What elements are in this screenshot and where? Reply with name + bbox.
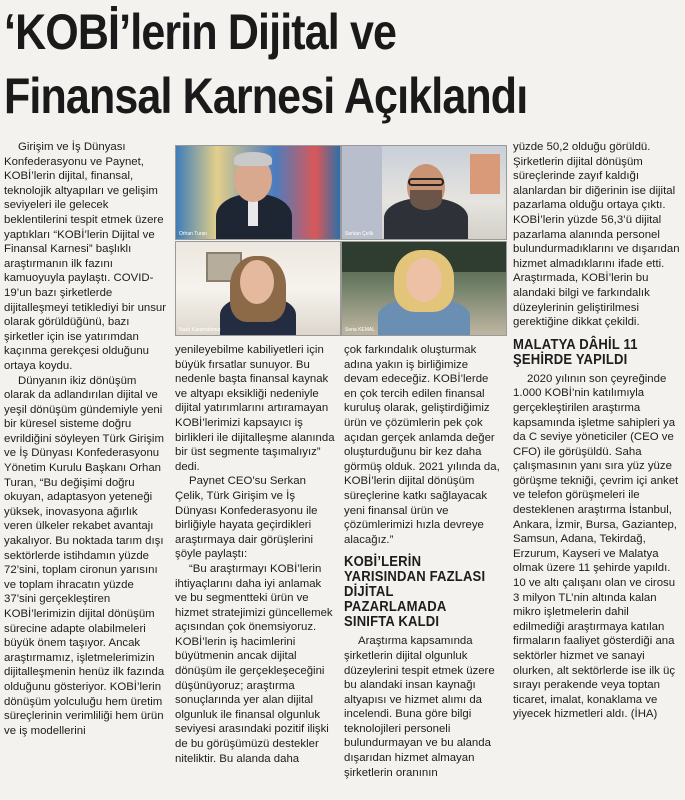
subheading-line: SINIFTA KALDI bbox=[344, 614, 440, 631]
photo-grid bbox=[175, 145, 507, 335]
subheading-line: KOBİ’LERİN bbox=[344, 554, 422, 571]
photo-orhan-turan bbox=[175, 145, 341, 240]
headline-line-1: ‘KOBİ’lerin Dijital ve bbox=[4, 4, 397, 60]
photo-caption: Nazlı Karamahmut bbox=[179, 327, 221, 333]
article-column-1 bbox=[4, 140, 167, 738]
headline bbox=[4, 0, 587, 128]
paragraph: Araştırma kapsamında şirketlerin dijital olgunluk düzeylerini tespit etmek üzere bu alandaki insan kaynağı altyapısı ve hizmet alımı da incelendi. Buna göre bilgi teknolojileri personeli bulundurmayan ve bu alanda dışarıdan hizmet almayan şirketlerin oranının bbox=[344, 635, 495, 779]
photo-sena-kemal bbox=[341, 241, 507, 336]
subheading-line: ŞEHİRDE YAPILDI bbox=[513, 351, 628, 368]
photo-caption: Sena KEMAL bbox=[345, 327, 376, 333]
photo-caption: Orhan Turan bbox=[179, 231, 208, 237]
paragraph: çok farkındalık oluşturmak adına yakın iş birliğimize devam edeceğiz. KOBİ’lerde en çok tercih edilen finansal kuruluş olarak, geliştirdiğimiz ürün ve çözümlerin pek çok açıdan gerçek anlamda değer oluşturduğunu bir kez daha görmüş olduk. 2021 yılında da, KOBİ’lerin dijital dönüşüm süreçlerine katkı sağlayacak yeni finansal ürün ve çözümlerimizi hızla devreye alacağız.” bbox=[344, 344, 500, 546]
article-column-2 bbox=[175, 343, 335, 766]
article-column-4 bbox=[513, 140, 680, 722]
subheading bbox=[344, 555, 488, 630]
subheading-line: DİJİTAL bbox=[344, 584, 394, 601]
paragraph: yüzde 50,2 olduğu görüldü. Şirketlerin dijital dönüşüm süreçlerinde zayıf kaldığı alanlardan bir diğerinin ise dijital pazarlama olduğu ortaya çıktı. KOBİ’lerin yüzde 56,3’ü dijital pazarlama alanında personel bulundurmadıklarını ve dışarıdan hizmet almadıklarını ifade etti. Araştırmada, KOBİ’lerin bu alandaki bilgi ve farkındalık düzeylerinin geliştirilmesi gerektiğine dikkat çekildi. bbox=[513, 141, 680, 329]
paragraph: “Bu araştırmayı KOBİ’lerin ihtiyaçlarını daha iyi anlamak ve bu segmentteki ürün ve hizmet stratejimizi güncellemek açısından çok önemsiyoruz. KOBİ’lerin iş hacimlerini büyütmenin ancak dijital dönüşüm ile gerçekleşeceğini düşünüyoruz; araştırma sonuçlarında yer alan dijital olgunluk ile finansal olgunluk seviyesi arasındaki pozitif ilişki de bu görüşümüzü destekler niteliktir. Bu alanda daha bbox=[175, 562, 333, 765]
paragraph: yenileyebilme kabiliyetleri için büyük fırsatlar sunuyor. Bu nedenle başta finansal kaynak ve altyapı eksikliği nedeniyle dijital yatırımlarını artıramayan KOBİ’lerimizi kapsayıcı iş birlikleri ile dijitalleşme alanında bir üst segmente taşımalıyız” dedi. bbox=[175, 344, 335, 473]
subheading-line: YARISINDAN FAZLASI bbox=[344, 569, 486, 586]
subheading-line: PAZARLAMADA bbox=[344, 599, 447, 616]
article-column-3 bbox=[344, 343, 504, 780]
paragraph: Paynet CEO’su Serkan Çelik, Türk Girişim ve İş Dünyası Konfederasyonu ile birliğiyle hayata geçirdikleri araştırmaya dair görüşlerini şöyle paylaştı: bbox=[175, 475, 318, 561]
subheading-line: MALATYA DÂHİL 11 bbox=[513, 336, 638, 353]
paragraph: Dünyanın ikiz dönüşüm olarak da adlandırılan dijital ve yeşil dönüşüm gündemiyle yeni bir küresel sisteme doğru evrildiğini söyleyen Türk Girişim ve İş Dünyası Konfederasyonu Yönetim Kurulu Başkanı Orhan Turan, “Bu değişimi doğru okuyan, adaptasyon yeteneği yüksek, inovasyona ağırlık veren ülkeler rekabet avantajı yakalıyor. Bu noktada tarım dışı sektörlerde istihdamın yüzde 72’sini, toplam cironun yarısını ve toplam ihracatın yüzde 37’sini gerçekleştiren KOBİ’lerimizin dijital dönüşüm sürecine adapte olabilmeleri büyük önem taşıyor. Ancak araştırmamız, işletmelerimizin dijitalleşmenin henüz ilk fazında olduğunu gösteriyor. KOBİ’lerin dönüşüm yolculuğu hem üretim süreçlerinin verimliliği hem ürün ve iş modellerini bbox=[4, 374, 165, 737]
paragraph: 2020 yılının son çeyreğinde 1.000 KOBİ’nin katılımıyla gerçekleştirilen araştırma kapsamında işletme sahipleri ya da C seviye yöneticiler (CEO ve CFO) ile görüşüldü. Saha çalışmasının yanı sıra yüz yüze görüşme tekniği, çevrim içi anket ve telefon görüşmeleri ile desteklenen araştırma İstanbul, Ankara, İzmir, Bursa, Gaziantep, Samsun, Adana, Tekirdağ, Erzurum, Kayseri ve Malatya olmak üzere 11 şehirde yapıldı. 10 ve altı çalışanı olan ve cirosu 3 milyon TL’nin altında kalan mikro işletmelerin dahil edilmediği araştırmaya katılan firmaların faaliyet gösterdiği ana sektörler hizmet ve sanayi olurken, alt sektörlerde ise ilk üç sırayı perakende veya toptan ticaret, imalat, konaklama ve yiyecek hizmetleri aldı. (İHA) bbox=[513, 372, 679, 721]
photo-serkan-celik bbox=[341, 145, 507, 240]
paragraph: Girişim ve İş Dünyası Konfederasyonu ve Paynet, KOBİ’lerin dijital, finansal, teknolojik altyapıları ve gelişim seviyeleri ile gelecek beklentilerini tespit etmek üzere yaptıkları “KOBİ’lerin Dijital ve Finansal Karnesi” başlıklı araştırmanın ilk fazını kamuoyuyla paylaştı. COVID-19’un bazı şirketlerde dijitalleşmeyi tetiklediyi bir unsur olarak görüldüğünü, bazı şirketler için ise yatırımdan kaçınma gerekçesi olduğunu ortaya koydu. bbox=[4, 141, 167, 372]
subheading bbox=[513, 338, 663, 368]
photo-caption: Serkan Çelik bbox=[345, 231, 374, 237]
headline-line-2: Finansal Karnesi Açıklandı bbox=[4, 68, 528, 124]
photo-nazli-karamahmut bbox=[175, 241, 341, 336]
